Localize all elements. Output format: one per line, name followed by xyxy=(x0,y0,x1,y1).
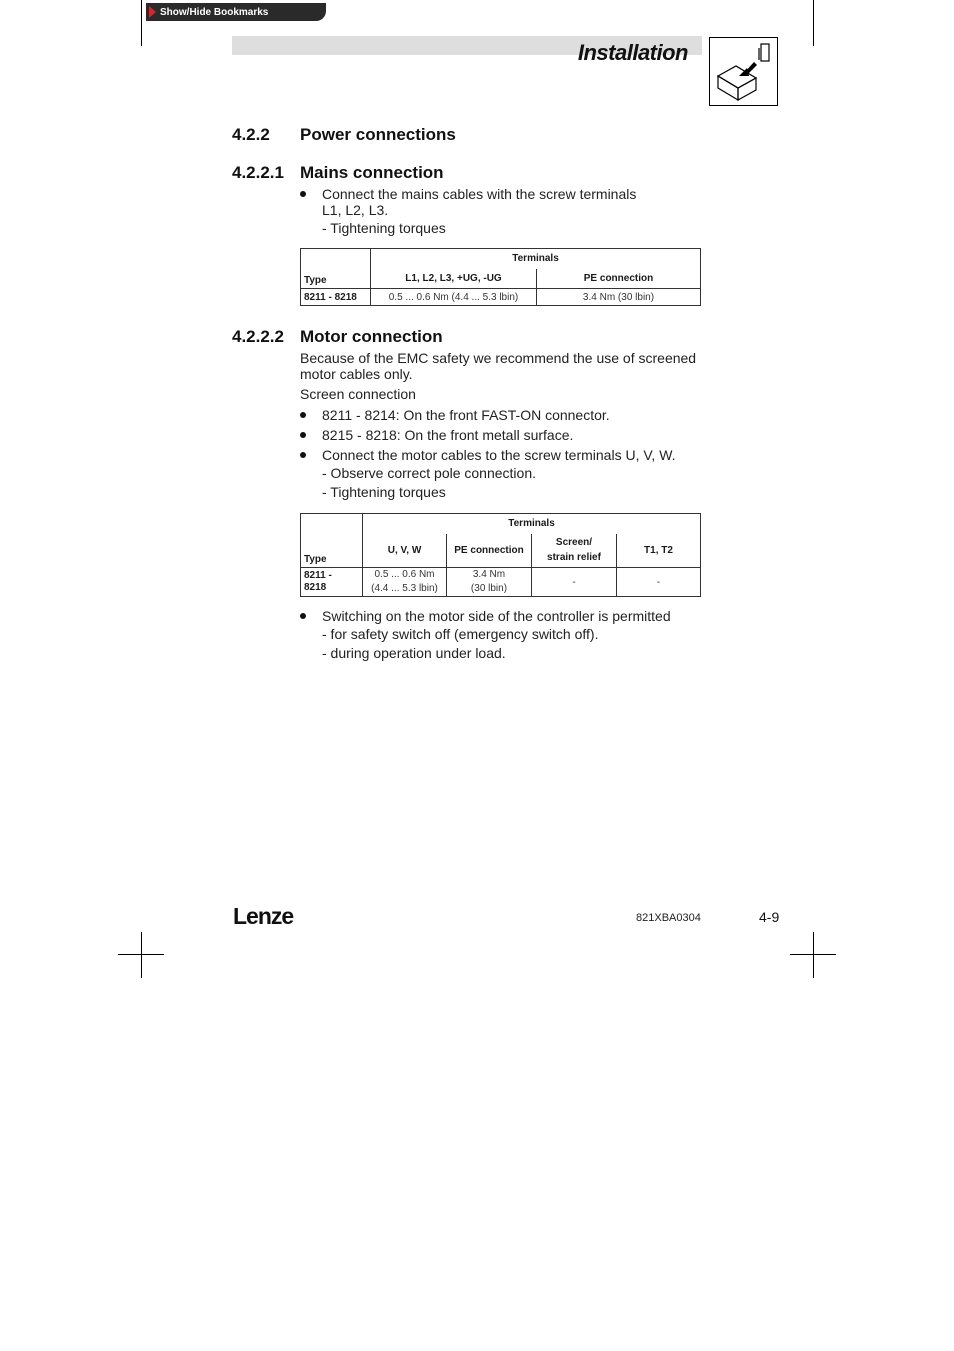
crop-mark xyxy=(141,932,142,978)
section-number: 4.2.2 xyxy=(232,125,270,144)
installation-box-icon xyxy=(709,37,778,106)
crop-mark xyxy=(813,932,814,978)
table-header-t1-t2: T1, T2 xyxy=(617,534,701,568)
bullet-icon xyxy=(300,613,306,619)
crop-mark xyxy=(141,0,142,46)
motor-bullet-list xyxy=(300,407,720,507)
subsection-title: Mains connection xyxy=(300,163,444,182)
bullet-icon xyxy=(300,432,306,438)
bullet-text-continued: L1, L2, L3. xyxy=(322,202,389,218)
crop-mark xyxy=(790,954,836,955)
dash-item: - for safety switch off (emergency switch off). xyxy=(322,626,599,642)
triangle-right-icon xyxy=(149,6,156,18)
dash-item: - during operation under load. xyxy=(322,645,506,661)
header-line: strain relief xyxy=(547,552,601,564)
table-cell-l1-torque: 0.5 ... 0.6 Nm (4.4 ... 5.3 lbin) xyxy=(371,289,537,306)
document-code: 821XBA0304 xyxy=(636,912,701,924)
dash-item: - Tightening torques xyxy=(322,220,446,236)
bullet-text: 8211 - 8214: On the front FAST-ON connector. xyxy=(322,407,610,423)
motor-paragraph xyxy=(300,350,720,382)
table-cell-pe-torque xyxy=(447,568,532,597)
table-header-uvw: U, V, W xyxy=(363,534,447,568)
bullet-icon xyxy=(300,191,306,197)
table-header-type: Type xyxy=(301,249,371,289)
dash-item: - Observe correct pole connection. xyxy=(322,465,536,481)
table-header-terminals: Terminals xyxy=(363,514,701,534)
bullet-text: Connect the mains cables with the screw terminals xyxy=(322,186,637,202)
subsection-heading xyxy=(232,327,443,347)
subsection-number: 4.2.2.2 xyxy=(232,327,284,346)
bullet-text: 8215 - 8218: On the front metall surface. xyxy=(322,427,574,443)
lenze-logo: Lenze xyxy=(233,903,294,929)
table-header-type: Type xyxy=(301,514,363,568)
table-header-terminals: Terminals xyxy=(371,249,701,269)
paragraph-line: motor cables only. xyxy=(300,366,413,382)
cell-line: 3.4 Nm xyxy=(472,569,506,580)
mains-bullet-list xyxy=(300,186,720,246)
table-cell-screen: - xyxy=(532,568,617,597)
paragraph-line: Because of the EMC safety we recommend the use of screened xyxy=(300,350,697,366)
cell-line: 8218 xyxy=(304,582,327,593)
section-title: Power connections xyxy=(300,125,456,144)
table-header-l1-l2-l3: L1, L2, L3, +UG, -UG xyxy=(371,269,537,289)
cell-line: (4.4 ... 5.3 lbin) xyxy=(371,583,438,594)
show-hide-bookmarks-button[interactable] xyxy=(146,3,326,21)
table-header-pe: PE connection xyxy=(447,534,532,568)
bullet-icon xyxy=(300,412,306,418)
crop-mark xyxy=(118,954,164,955)
motor-torque-table xyxy=(300,513,701,597)
table-cell-pe-torque: 3.4 Nm (30 lbin) xyxy=(537,289,701,306)
subsection-title: Motor connection xyxy=(300,327,443,346)
table-header-screen xyxy=(532,534,617,568)
cell-line: 0.5 ... 0.6 Nm xyxy=(374,569,435,580)
table-cell-t1-t2: - xyxy=(617,568,701,597)
bookmarks-label: Show/Hide Bookmarks xyxy=(160,6,269,18)
chapter-title: Installation xyxy=(577,40,688,65)
cell-line: (30 lbin) xyxy=(470,583,508,594)
table-row xyxy=(301,289,701,306)
section-heading xyxy=(232,125,456,145)
bullet-icon xyxy=(300,452,306,458)
switching-bullet-list xyxy=(300,608,720,668)
table-row xyxy=(301,568,701,597)
dash-item: - Tightening torques xyxy=(322,484,446,500)
table-header-pe: PE connection xyxy=(537,269,701,289)
subsection-number: 4.2.2.1 xyxy=(232,163,284,182)
cell-line: 8211 - xyxy=(304,570,332,581)
table-cell-type: 8211 - 8218 xyxy=(301,289,371,306)
mains-torque-table xyxy=(300,248,701,306)
page-number: 4-9 xyxy=(759,909,780,925)
table-cell-type xyxy=(301,568,363,597)
screen-connection-label: Screen connection xyxy=(300,386,416,402)
subsection-heading xyxy=(232,163,444,183)
header-line: Screen/ xyxy=(555,537,593,549)
bullet-text: Connect the motor cables to the screw terminals U, V, W. xyxy=(322,447,676,463)
table-cell-uvw-torque xyxy=(363,568,447,597)
bullet-text: Switching on the motor side of the controller is permitted xyxy=(322,608,671,624)
crop-mark xyxy=(813,0,814,46)
